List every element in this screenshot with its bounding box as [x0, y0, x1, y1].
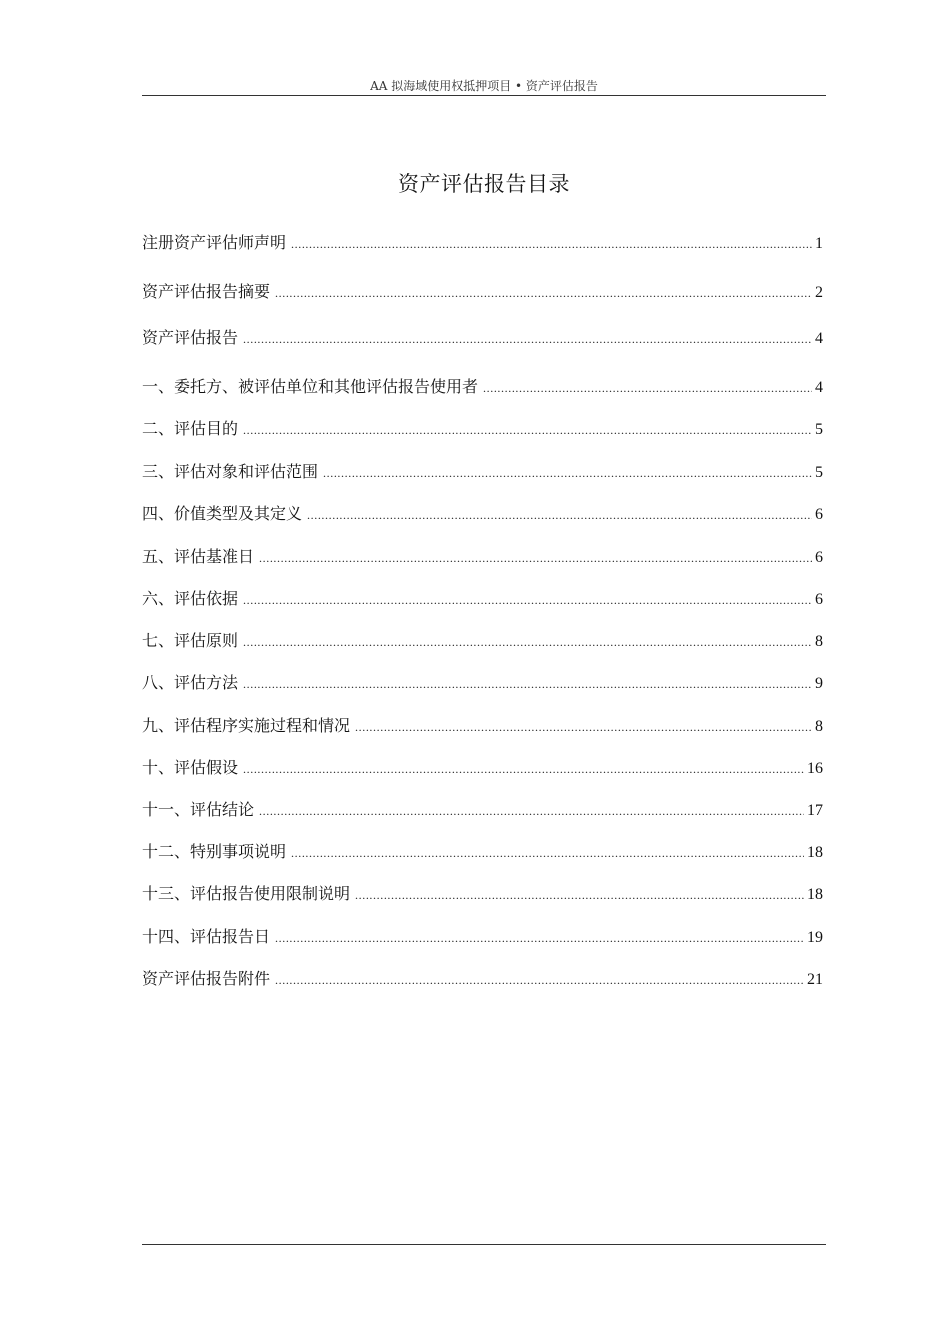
toc-dot-leader	[291, 232, 812, 256]
toc-entry-label: 十四、评估报告日	[142, 927, 271, 946]
toc-dot-leader	[243, 327, 812, 351]
toc-entry-label: 八、评估方法	[142, 673, 239, 692]
toc-entry-page: 16	[807, 760, 823, 777]
toc-entry-label: 一、委托方、被评估单位和其他评估报告使用者	[142, 377, 479, 396]
toc-entry[interactable]	[142, 280, 823, 304]
toc-entry-label: 七、评估原则	[142, 631, 239, 650]
toc-entry[interactable]	[142, 417, 823, 441]
toc-dot-leader	[323, 461, 812, 485]
toc-dot-leader	[259, 546, 812, 570]
toc-entry[interactable]	[142, 375, 823, 399]
toc-entry-label: 十三、评估报告使用限制说明	[142, 884, 351, 903]
toc-entry-page: 18	[807, 844, 823, 861]
toc-entry-page: 5	[815, 421, 823, 438]
toc-entry-page: 6	[815, 549, 823, 566]
running-header: AA 拟海域使用权抵押项目 • 资产评估报告	[370, 79, 598, 93]
toc-entry-page: 17	[807, 802, 823, 819]
toc-entry-page: 21	[807, 971, 823, 988]
toc-entry-page: 2	[815, 284, 823, 301]
toc-entry-page: 4	[815, 330, 823, 347]
toc-dot-leader	[275, 926, 804, 950]
toc-entry[interactable]	[142, 629, 823, 653]
toc-entry-page: 4	[815, 379, 823, 396]
toc-dot-leader	[355, 883, 804, 907]
toc-entry-label: 九、评估程序实施过程和情况	[142, 716, 351, 735]
toc-entry-label: 四、价值类型及其定义	[142, 504, 303, 523]
toc-entry[interactable]	[142, 671, 823, 695]
toc-entry[interactable]	[142, 798, 823, 822]
toc-entry-label: 注册资产评估师声明	[142, 233, 287, 252]
toc-entry-label: 三、评估对象和评估范围	[142, 462, 319, 481]
toc-entry-page: 1	[815, 235, 823, 252]
toc-entry-page: 9	[815, 675, 823, 692]
toc-dot-leader	[259, 799, 804, 823]
toc-entry-page: 18	[807, 886, 823, 903]
toc-dot-leader	[243, 630, 812, 654]
toc-dot-leader	[243, 418, 812, 442]
toc-entry[interactable]	[142, 326, 823, 350]
toc-entry-label: 资产评估报告	[142, 328, 239, 347]
toc-entry-page: 8	[815, 633, 823, 650]
toc-dot-leader	[243, 757, 804, 781]
toc-entry-label: 资产评估报告摘要	[142, 282, 271, 301]
toc-entry[interactable]	[142, 756, 823, 780]
toc-entry-page: 8	[815, 718, 823, 735]
toc-entry[interactable]	[142, 840, 823, 864]
toc-entry[interactable]	[142, 925, 823, 949]
toc-dot-leader	[243, 588, 812, 612]
toc-entry-label: 五、评估基准日	[142, 547, 255, 566]
toc-entry[interactable]	[142, 714, 823, 738]
toc-entry[interactable]	[142, 545, 823, 569]
toc-entry-label: 十、评估假设	[142, 758, 239, 777]
toc-entry[interactable]	[142, 460, 823, 484]
toc-entry[interactable]	[142, 882, 823, 906]
toc-entry-label: 六、评估依据	[142, 589, 239, 608]
toc-entry-page: 19	[807, 929, 823, 946]
toc-entry-label: 十二、特别事项说明	[142, 842, 287, 861]
toc-entry-label: 二、评估目的	[142, 419, 239, 438]
toc-entry-page: 5	[815, 464, 823, 481]
toc-entry[interactable]	[142, 231, 823, 255]
toc-dot-leader	[243, 672, 812, 696]
toc-entry-page: 6	[815, 506, 823, 523]
toc-dot-leader	[275, 968, 804, 992]
toc-entry-page: 6	[815, 591, 823, 608]
toc-dot-leader	[291, 841, 804, 865]
toc-dot-leader	[275, 281, 812, 305]
toc-dot-leader	[355, 715, 812, 739]
toc-entry[interactable]	[142, 587, 823, 611]
toc-dot-leader	[307, 503, 812, 527]
toc-entry-label: 资产评估报告附件	[142, 969, 271, 988]
toc-entry[interactable]	[142, 502, 823, 526]
toc-title: 资产评估报告目录	[398, 172, 570, 196]
header-rule	[142, 95, 826, 96]
footer-rule	[142, 1244, 826, 1245]
toc-dot-leader	[483, 376, 812, 400]
toc-entry[interactable]	[142, 967, 823, 991]
toc-entry-label: 十一、评估结论	[142, 800, 255, 819]
